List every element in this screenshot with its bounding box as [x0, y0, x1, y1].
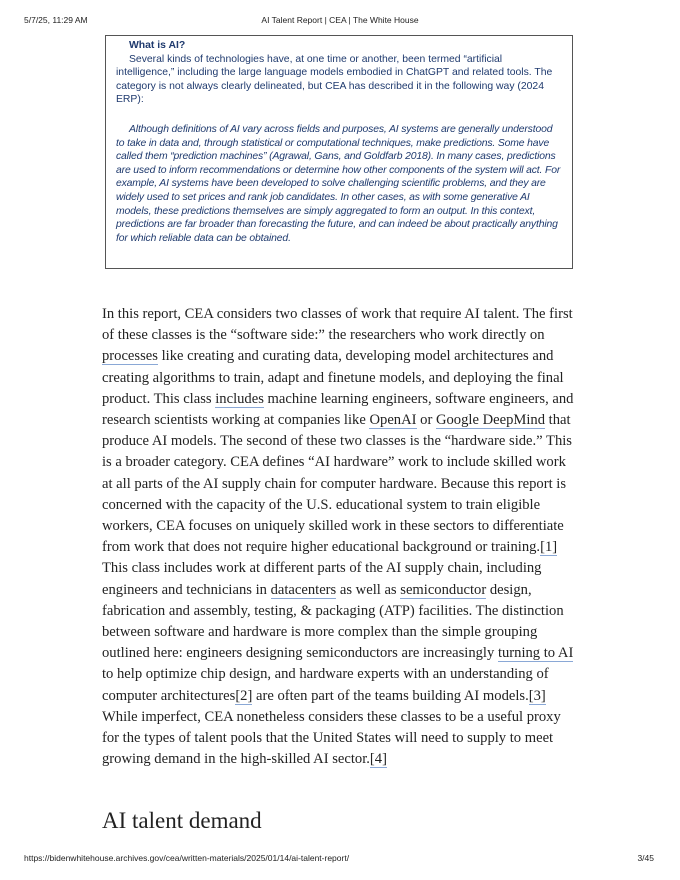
link-turning-to-ai[interactable]: turning to AI: [497, 645, 574, 662]
body-paragraph: [102, 304, 580, 770]
print-url: https://bidenwhitehouse.archives.gov/cea/written-materials/2025/01/14/ai-talent-report/: [24, 853, 350, 863]
footnote-link-3[interactable]: [3]: [528, 687, 546, 704]
link-processes[interactable]: processes: [102, 348, 158, 365]
body-text-segment: machine learning engineers, software engineers, and research scientists working at companies like: [102, 390, 574, 429]
link-includes[interactable]: includes: [215, 390, 264, 407]
body-text-segment: This class includes work at different parts of the AI supply chain, including engineers and technicians in: [102, 560, 542, 598]
callout-title: What is AI?: [129, 40, 186, 51]
footnote-link-2[interactable]: [2]: [235, 687, 253, 704]
link-google-deepmind[interactable]: Google DeepMind: [435, 412, 545, 429]
body-text-segment: design, fabrication and assembly, testing, & packaging (ATP) facilities. The distinction between software and hardware is more complex than the simple grouping outlined here: engineers designing semiconductors are increasingly: [102, 581, 564, 662]
footnote-link-1[interactable]: [1]: [540, 539, 558, 556]
callout-intro: Several kinds of technologies have, at one time or another, been termed “artificial intelligence,” including the large language models embodied in ChatGPT and related tools. The category is not always clearly delineated, but CEA has described it in the following way (2024 ERP):: [116, 53, 553, 106]
print-page-title: AI Talent Report | CEA | The White House: [261, 15, 419, 25]
section-heading-ai-talent-demand: AI talent demand: [102, 808, 262, 833]
footnote-link-4[interactable]: [4]: [369, 751, 387, 768]
print-footer: [0, 853, 680, 865]
print-header: [0, 15, 680, 27]
link-semiconductor[interactable]: semiconductor: [400, 581, 487, 598]
body-text-segment: like creating and curating data, developing model architectures and creating algorithms to train, adapt and finetune models, and deploying the final product. This class: [102, 348, 564, 407]
callout-quote: Although definitions of AI vary across fields and purposes, AI systems are generally understood to take in data and, through statistical or computational techniques, make predictions. Some have called them “prediction machines” (Agrawal, Gans, and Goldfarb 2018). In many cases, predictions are used to inform recommendations or determine how other components of the system will act. For example, AI systems have been developed to solve challenging scientific problems, and they are widely used to set prices and rank job candidates. In other cases, as with some generative AI models, these predictions themselves are simply aggregated to form an output. In this context, predictions are far broader than forecasting the future, and can indeed be about practically anything for which reliable data can be obtained.: [116, 123, 561, 244]
body-text-segment: that produce AI models. The second of these two classes is the “hardware side.” This is a broader category. CEA defines “AI hardware” work to include skilled work at all parts of the AI supply chain for computer hardware. Because this report is concerned with the capacity of the U.S. educational system to train eligible workers, CEA focuses on uniquely skilled work in these sectors to differentiate from work that does not require higher educational background or training.: [102, 412, 572, 556]
print-page-number: 3/45: [637, 853, 654, 863]
link-openai[interactable]: OpenAI: [369, 412, 417, 429]
body-text-segment: or: [416, 412, 436, 429]
body-text-segment: While imperfect, CEA nonetheless considers these classes to be a useful proxy for the types of talent pools that the United States will need to supply to meet growing demand in the high-skilled AI sector.: [102, 708, 561, 768]
body-text-segment: as well as: [336, 581, 401, 598]
print-datetime: 5/7/25, 11:29 AM: [24, 15, 88, 25]
body-text-segment: In this report, CEA considers two classes of work that require AI talent. The first of these classes is the “software side:” the researchers who work directly on: [102, 306, 573, 344]
link-datacenters[interactable]: datacenters: [270, 581, 337, 598]
body-text-segment: are often part of the teams building AI models.: [252, 687, 529, 704]
what-is-ai-callout: [105, 35, 573, 269]
body-text-segment: to help optimize chip design, and hardware experts with an understanding of computer architectures: [102, 666, 549, 704]
